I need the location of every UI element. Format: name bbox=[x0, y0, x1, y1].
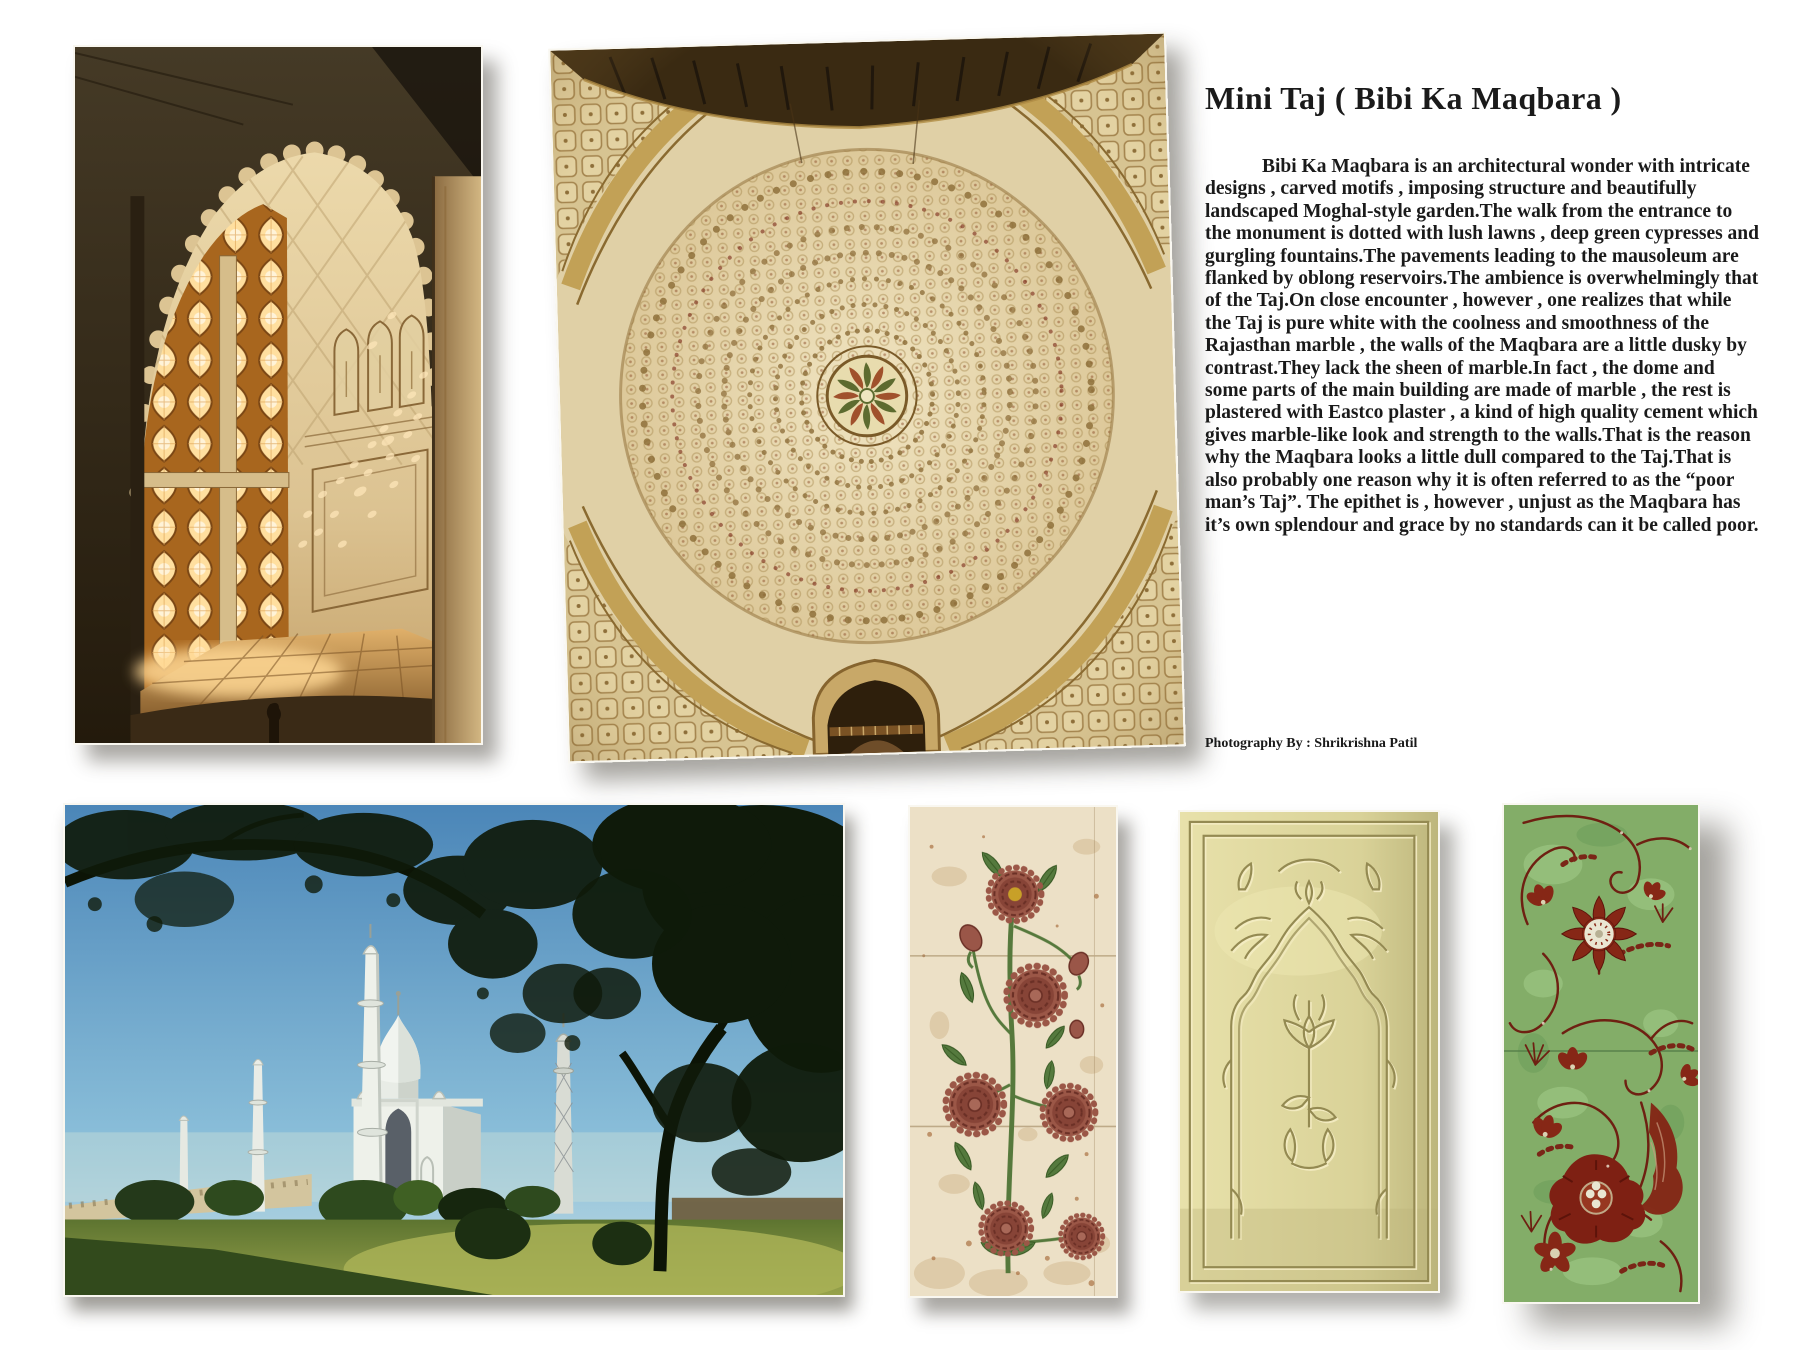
relief-art bbox=[1180, 812, 1438, 1291]
jali-rail bbox=[140, 473, 289, 488]
photo-rose-tile-panel bbox=[908, 805, 1118, 1298]
wall-niches bbox=[334, 315, 423, 414]
page-title: Mini Taj ( Bibi Ka Maqbara ) bbox=[1205, 80, 1622, 116]
photo-green-tile-panel bbox=[1502, 803, 1700, 1304]
jali-window-art bbox=[75, 47, 481, 743]
rose-tile-art bbox=[910, 807, 1116, 1296]
article-body: Bibi Ka Maqbara is an architectural wonder with intricate designs , carved motifs , imposing structure and beautifully landscaped Moghal-style garden.The walk from the entrance to the monument is dotted with lush lawns , deep green cypresses and gurgling fountains.The pavements leading to the mausoleum are flanked by oblong reservoirs.The ambience is overwhelmingly that of the Taj.On close encounter , however , one realizes that while the Taj is pure white with the coolness and smoothness of the Rajasthan marble , the walls of the Maqbara are a little dusky by contrast.They lack the sheen of marble.In fact , the dome and some parts of the main building are made of marble , the rest is plastered with Eastco plaster , a kind of high quality cement which gives marble-like look and strength to the walls.That is the reason why the Maqbara looks a little dull compared to the Taj.That is also probably one reason why it is often referred to as the “poor man’s Taj”. The epithet is , however , unjust as the Maqbara has it’s own splendour and grace by no standards can it be called poor. bbox=[1205, 156, 1759, 536]
star-flower bbox=[1562, 896, 1636, 971]
photo-garden-view bbox=[63, 803, 845, 1297]
marble-pilaster bbox=[433, 176, 481, 743]
photo-ceiling-dome bbox=[548, 32, 1186, 764]
photography-credit: Photography By : Shrikrishna Patil bbox=[1205, 736, 1418, 751]
garden-view-art bbox=[65, 805, 843, 1295]
ceiling-dome-art bbox=[550, 34, 1184, 762]
green-tile-art bbox=[1504, 805, 1698, 1302]
photo-carved-relief-panel bbox=[1178, 810, 1440, 1293]
photo-jali-window bbox=[73, 45, 483, 745]
